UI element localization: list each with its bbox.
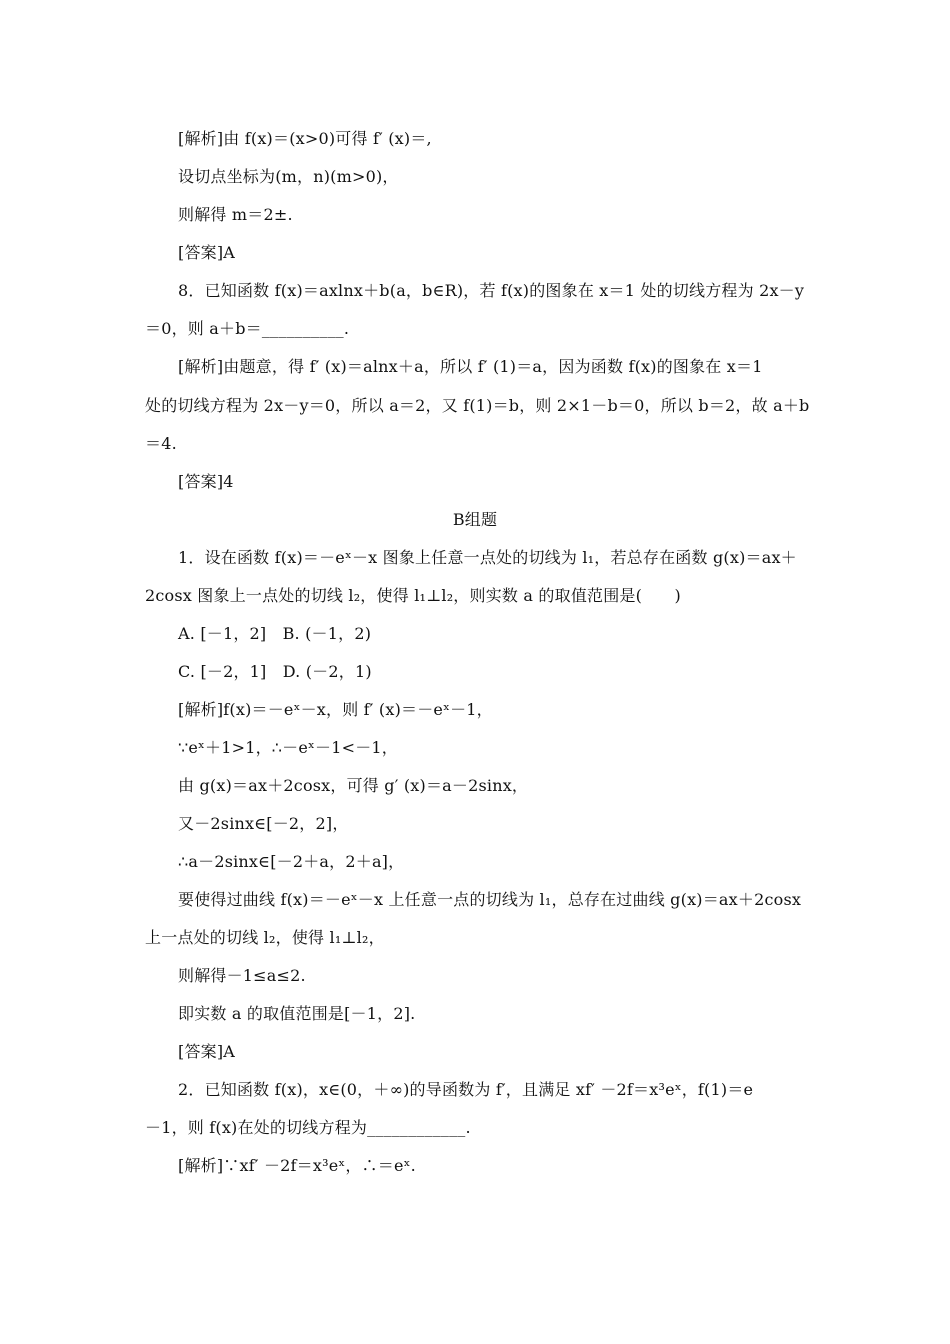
text-line: 2cosx 图象上一点处的切线 l₂，使得 l₁⊥l₂，则实数 a 的取值范围是( ) xyxy=(145,586,681,605)
text-line: 由 g(x)＝ax＋2cosx，可得 g′ (x)＝a－2sinx， xyxy=(178,776,529,795)
answer-line: [答案]4 xyxy=(178,472,234,491)
text-line: ＝0，则 a＋b＝__________. xyxy=(145,319,350,338)
text-line: －1，则 f(x)在处的切线方程为____________. xyxy=(145,1118,471,1137)
text-line: [解析]由 f(x)＝(x>0)可得 f′ (x)＝, xyxy=(178,129,432,148)
text-line: 设切点坐标为(m，n)(m>0)， xyxy=(178,167,399,186)
question-1: 1．设在函数 f(x)＝－eˣ－x 图象上任意一点处的切线为 l₁，若总存在函数 g(x)＝ax＋ xyxy=(178,548,797,567)
text-line: 上一点处的切线 l₂，使得 l₁⊥l₂， xyxy=(145,928,385,947)
text-line: ＝4. xyxy=(145,434,177,453)
options-line: C. [－2，1] D. (－2，1) xyxy=(178,662,372,681)
question-2: 2．已知函数 f(x)，x∈(0，＋∞)的导函数为 f′，且满足 xf′ －2f＝x³eˣ，f(1)＝e xyxy=(178,1080,754,1099)
question-8: 8．已知函数 f(x)＝axlnx＋b(a，b∈R)，若 f(x)的图象在 x＝1 处的切线方程为 2x－y xyxy=(178,281,805,300)
answer-line: [答案]A xyxy=(178,1042,236,1061)
text-line: [解析]∵xf′ －2f＝x³eˣ，∴＝eˣ. xyxy=(178,1156,416,1175)
text-line: [解析]f(x)＝－eˣ－x，则 f′ (x)＝－eˣ－1， xyxy=(178,700,493,719)
options-line: A. [－1，2] B. (－1，2) xyxy=(178,624,372,643)
text-line: 处的切线方程为 2x－y＝0，所以 a＝2，又 f(1)＝b，则 2×1－b＝0，所以 b＝2，故 a＋b xyxy=(145,396,810,415)
text-line: ∵eˣ＋1>1，∴－eˣ－1<－1， xyxy=(178,738,398,757)
text-line: 要使得过曲线 f(x)＝－eˣ－x 上任意一点的切线为 l₁，总存在过曲线 g(x)＝ax＋2cosx xyxy=(178,890,802,909)
text-line: 则解得－1≤a≤2. xyxy=(178,966,306,985)
text-line: [解析]由题意，得 f′ (x)＝alnx＋a，所以 f′ (1)＝a，因为函数 f(x)的图象在 x＝1 xyxy=(178,357,763,376)
section-heading: B组题 xyxy=(452,510,498,529)
text-line: ∴a－2sinx∈[－2＋a，2＋a]， xyxy=(178,852,405,871)
text-line: 则解得 m＝2±. xyxy=(178,205,293,224)
answer-line: [答案]A xyxy=(178,243,236,262)
text-line: 即实数 a 的取值范围是[－1，2]. xyxy=(178,1004,416,1023)
text-line: 又－2sinx∈[－2，2]， xyxy=(178,814,349,833)
